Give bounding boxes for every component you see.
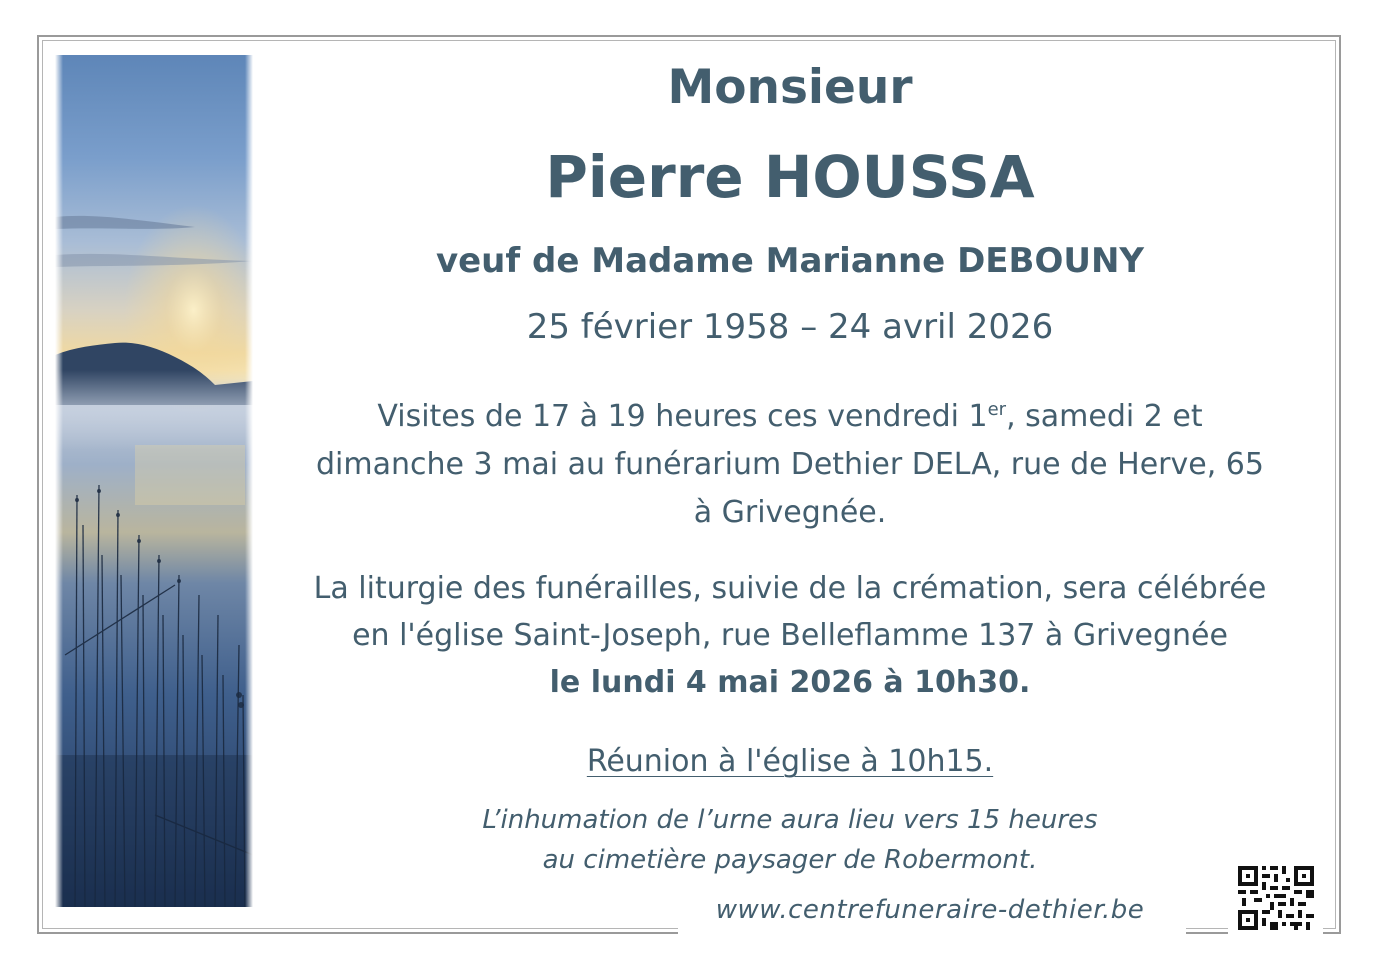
qr-code-icon[interactable] xyxy=(1238,866,1314,930)
inhumation-line-2: au cimetière paysager de Robermont. xyxy=(542,845,1038,875)
deceased-name: Pierre HOUSSA xyxy=(545,143,1035,211)
website-link[interactable]: www.centrefuneraire-dethier.be xyxy=(715,895,1145,925)
liturgy-line-2: en l'église Saint-Joseph, rue Belleflamme 137 à Grivegnée xyxy=(352,618,1228,653)
lake-sunrise-photo xyxy=(55,55,253,907)
visits-line-1: Visites de 17 à 19 heures ces vendredi 1er, samedi 2 et xyxy=(377,399,1203,434)
honorific: Monsieur xyxy=(667,60,913,115)
frame-gap xyxy=(678,925,1186,937)
visits-line-3: à Grivegnée. xyxy=(693,495,887,530)
liturgy-date: le lundi 4 mai 2026 à 10h30. xyxy=(549,665,1031,700)
meeting-time: Réunion à l'église à 10h15. xyxy=(586,744,994,779)
visits-line-2: dimanche 3 mai au funérarium Dethier DELA, rue de Herve, 65 xyxy=(316,447,1264,482)
inhumation-line-1: L’inhumation de l’urne aura lieu vers 15 heures xyxy=(482,805,1098,835)
life-dates: 25 février 1958 – 24 avril 2026 xyxy=(526,307,1054,347)
spouse-line: veuf de Madame Marianne DEBOUNY xyxy=(435,241,1145,281)
liturgy-line-1: La liturgie des funérailles, suivie de la crémation, sera célébrée xyxy=(313,571,1267,606)
